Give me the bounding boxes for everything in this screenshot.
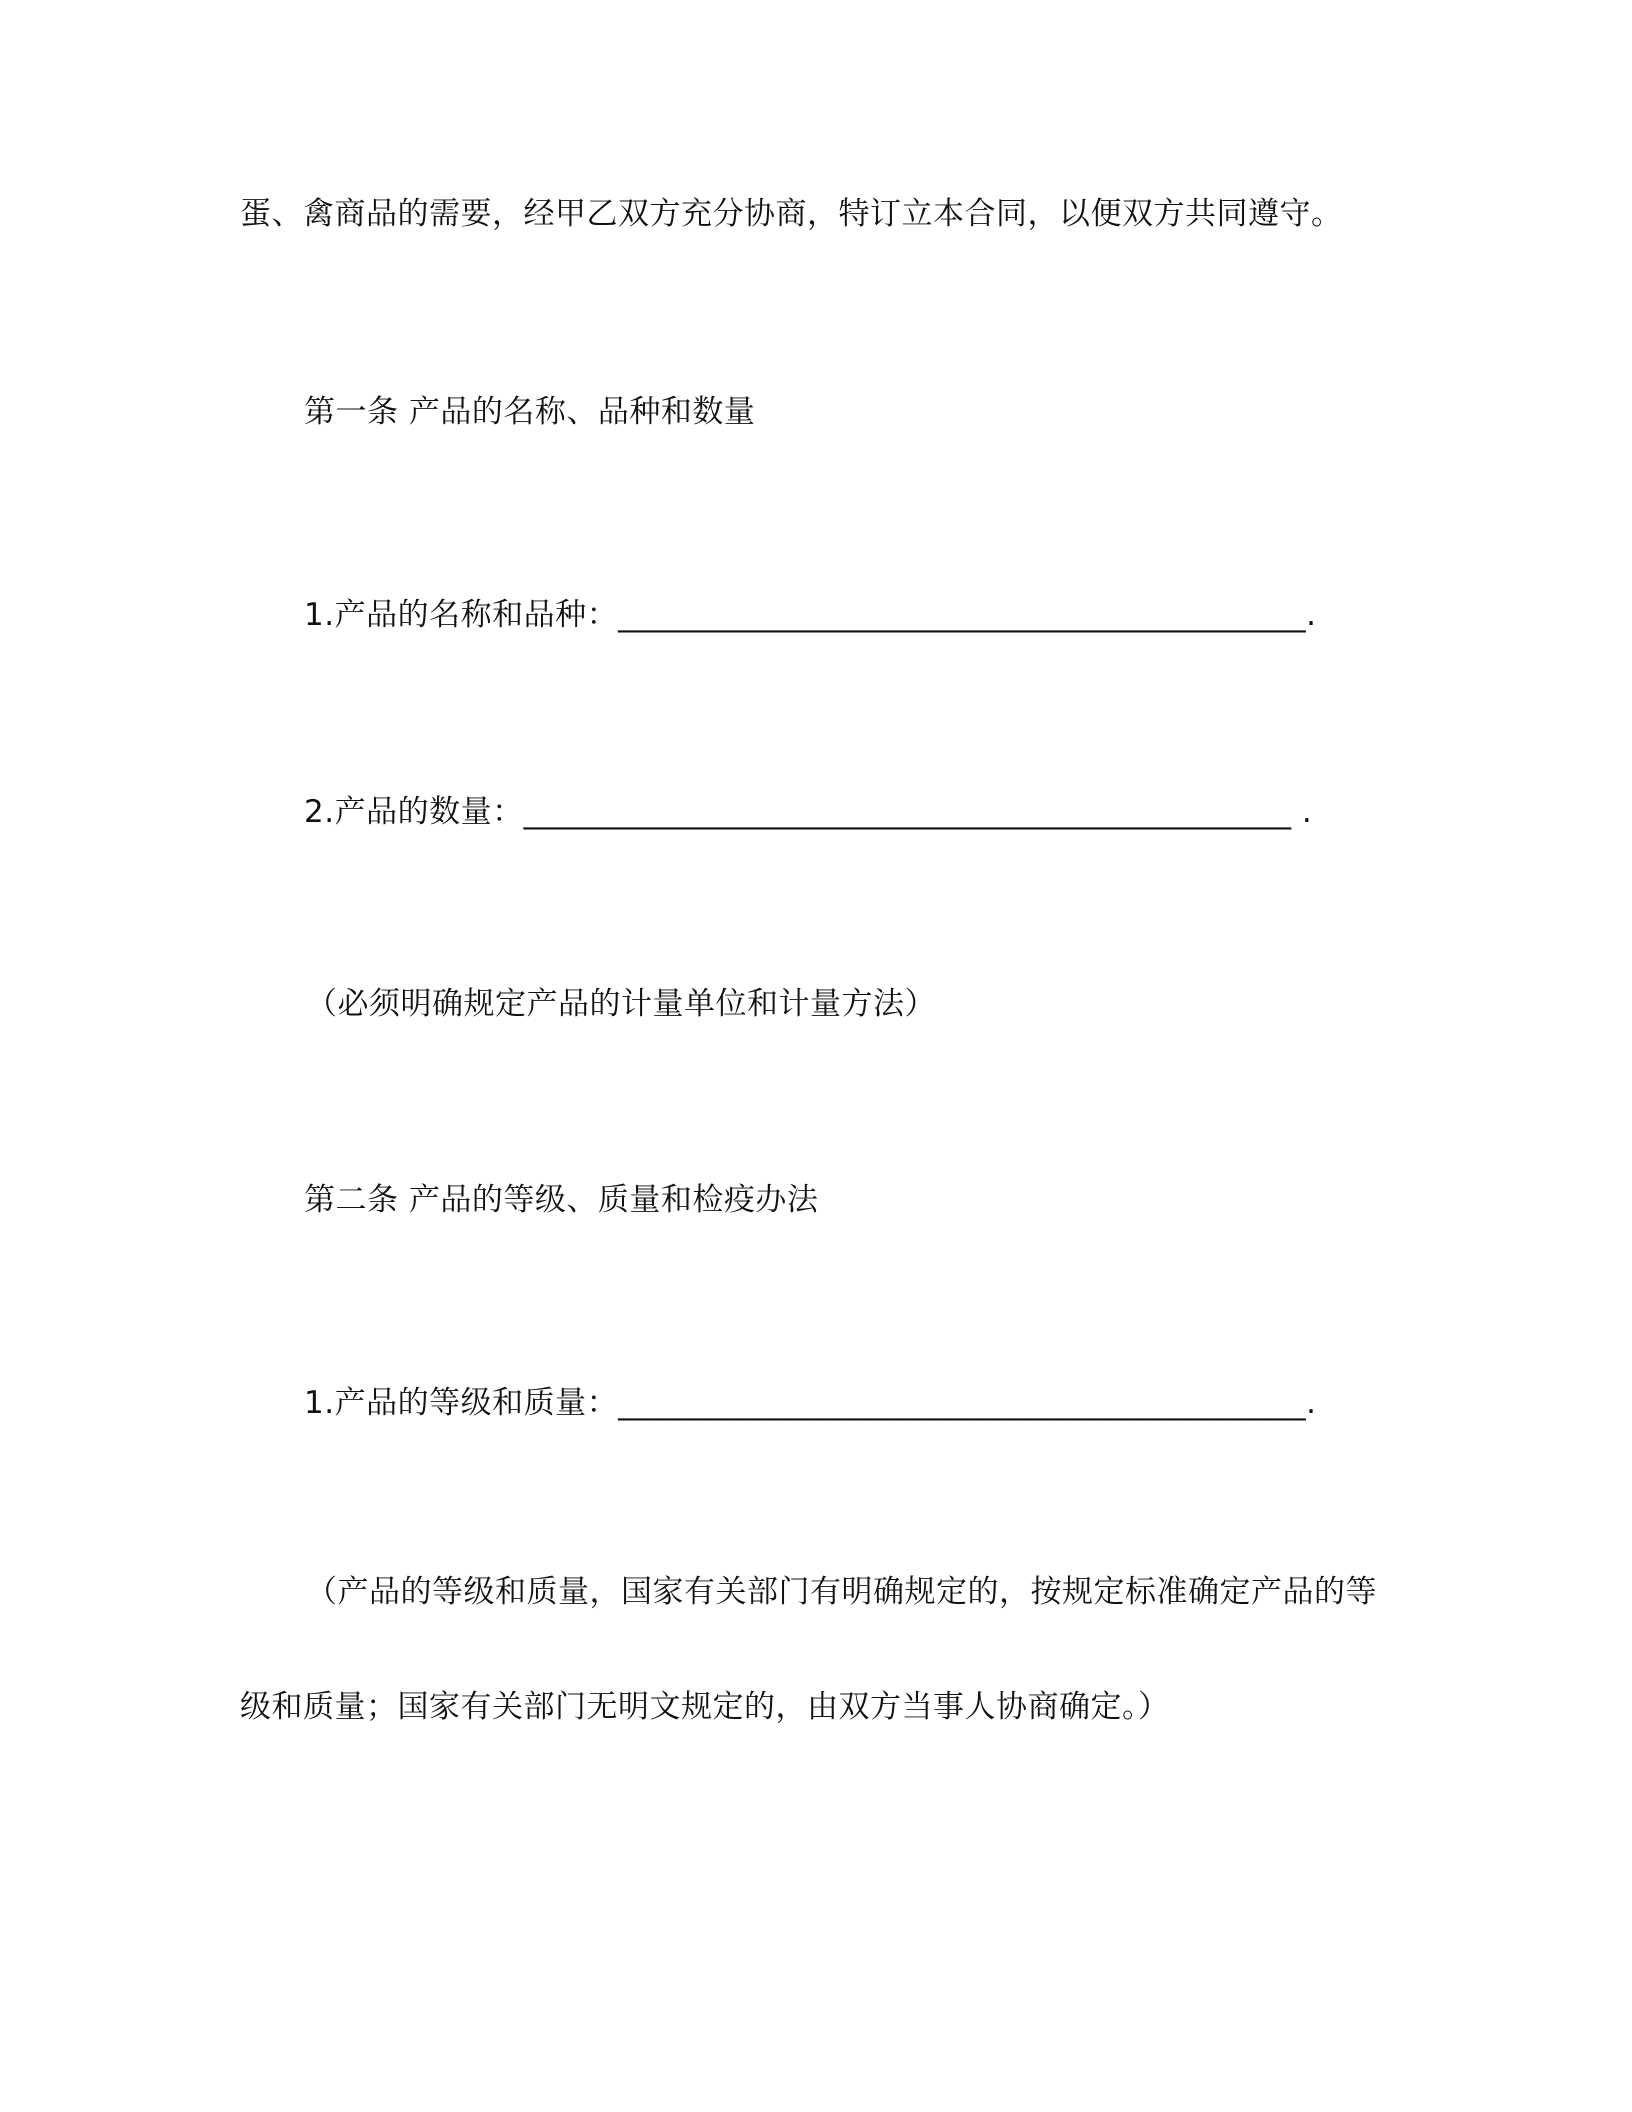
article-1-item-2-blank: 2.产品的数量：________________________________________________ . <box>304 794 1313 830</box>
article-2-note-line-2: 级和质量；国家有关部门无明文规定的，由双方当事人协商确定。） <box>240 1689 1170 1725</box>
article-1-item-1-blank: 1.产品的名称和品种：___________________________________________. <box>304 597 1317 633</box>
article-2-heading: 第二条 产品的等级、质量和检疫办法 <box>304 1182 819 1218</box>
article-1-heading: 第一条 产品的名称、品种和数量 <box>304 394 756 430</box>
article-2-item-1-blank: 1.产品的等级和质量：___________________________________________. <box>304 1385 1317 1421</box>
intro-paragraph-line: 蛋、禽商品的需要，经甲乙双方充分协商，特订立本合同，以便双方共同遵守。 <box>240 196 1343 232</box>
article-2-note-line-1: （产品的等级和质量，国家有关部门有明确规定的，按规定标准确定产品的等 <box>306 1574 1377 1610</box>
article-1-note: （必须明确规定产品的计量单位和计量方法） <box>306 986 936 1022</box>
